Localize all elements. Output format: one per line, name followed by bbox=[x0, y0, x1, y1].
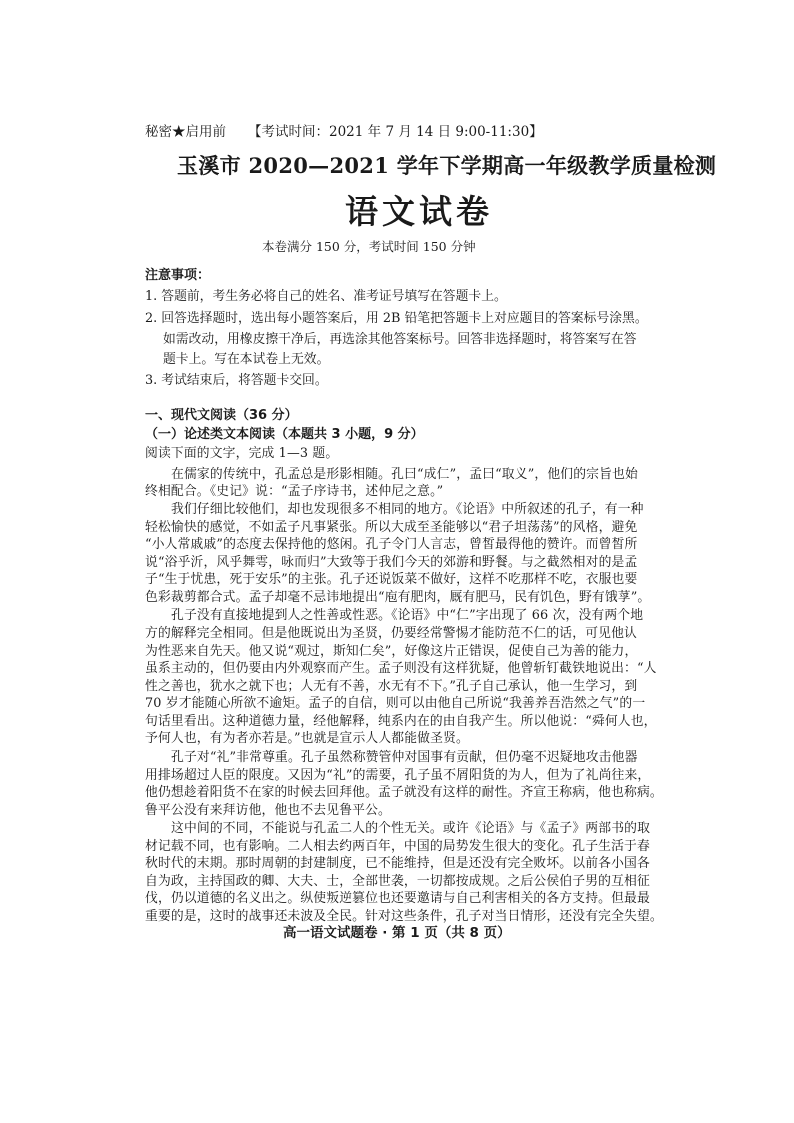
passage-line: “小人常戚戚”的态度去保持他的悠闲。孔子令门人言志，曾皙最得他的赞许。而曾皙所 bbox=[145, 537, 638, 552]
notice-line: 题卡上。写在本试卷上无效。 bbox=[163, 352, 330, 367]
passage-line: 重要的是，这时的战事还未波及全民。针对这些条件，孔子对当日情形，还没有完全失望。 bbox=[145, 909, 663, 924]
passage-line: 终相配合。《史记》说：“孟子序诗书，述仲尼之意。” bbox=[145, 484, 444, 499]
instruction: 阅读下面的文字，完成 1—3 题。 bbox=[145, 446, 339, 461]
passage-line: 孔子没有直接地提到人之性善或性恶。《论语》中“仁”字出现了 66 次，没有两个地 bbox=[171, 608, 644, 623]
passage-line: 子“生于忧患，死于安乐”的主张。孔子还说饭菜不做好，这样不吃那样不吃，衣服也要 bbox=[145, 572, 638, 587]
passage-line: 方的解释完全相同。但是他既说出为圣贤，仍要经常警惕才能防范不仁的话，可见他认 bbox=[145, 626, 637, 641]
passage-line: 伐，仍以道德的名义出之。纵使叛逆篡位也还要邀请与自己利害相关的各方支持。但最最 bbox=[145, 891, 650, 906]
passage-line: 70 岁才能随心所欲不逾矩。孟子的自信，则可以由他自己所说“我善养吾浩然之气”的一 bbox=[145, 696, 646, 711]
passage-line: 轻松愉快的感觉，不如孟子凡事紧张。所以大成至圣能够以“君子坦荡荡”的风格，避免 bbox=[145, 520, 638, 535]
passage-line: 性之善也，犹水之就下也；人无有不善，水无有不下。”孔子自己承认，他一生学习，到 bbox=[145, 679, 638, 694]
passage-line: 用排场超过人臣的限度。又因为“礼”的需要，孔子虽不屑阳货的为人，但为了礼尚往来， bbox=[145, 768, 651, 783]
passage-line: 说“浴乎沂，风乎舞雩，咏而归”大致等于我们今天的郊游和野餐。与之截然相对的是孟 bbox=[145, 555, 638, 570]
passage-line: 予何人也，有为者亦若是。”也就是宣示人人都能做圣贤。 bbox=[145, 731, 469, 746]
exam-title: 玉溪市 2020—2021 学年下学期高一年级教学质量检测 bbox=[177, 153, 717, 178]
section-heading: 一、现代文阅读（36 分） bbox=[145, 408, 298, 423]
passage-line: 他仍想趁着阳货不在家的时候去回拜他。孟子就没有这样的耐性。齐宣王称病，他也称病。 bbox=[145, 785, 663, 800]
passage-line: 孔子对“礼”非常尊重。孔子虽然称赞管仲对国事有贡献，但仍毫不迟疑地攻击他器 bbox=[171, 750, 638, 765]
notice-line: 3. 考试结束后，将答题卡交回。 bbox=[145, 373, 328, 388]
confidential-line bbox=[145, 120, 543, 140]
page-footer: 高一语文试题卷 · 第 1 页（共 8 页） bbox=[283, 925, 511, 941]
exam-time: 【考试时间：2021 年 7 月 14 日 9:00-11:30】 bbox=[248, 124, 543, 140]
passage-line: 鲁平公没有来拜访他，他也不去见鲁平公。 bbox=[145, 803, 391, 818]
passage-line: 虽系主动的，但仍要由内外观察而产生。孟子则没有这样犹疑，他曾斩钉截铁地说出：“人 bbox=[145, 661, 657, 676]
notice-line: 1. 答题前，考生务必将自己的姓名、准考证号填写在答题卡上。 bbox=[145, 289, 507, 304]
notice-line: 如需改动，用橡皮擦干净后，再选涂其他答案标号。回答非选择题时，将答案写在答 bbox=[163, 332, 637, 347]
passage-line: 色彩裁剪都合式。孟子却毫不忌讳地提出“庖有肥肉，厩有肥马，民有饥色，野有饿莩”。 bbox=[145, 590, 651, 605]
confidential-label: 秘密★启用前 bbox=[145, 124, 226, 140]
passage-line: 自为政，主持国政的卿、大夫、士，全部世袭，一切都按成规。之后公侯伯子男的互相征 bbox=[145, 874, 650, 889]
passage-line: 我们仔细比较他们，却也发现很多不相同的地方。《论语》中所叙述的孔子，有一种 bbox=[171, 502, 644, 517]
passage-line: 在儒家的传统中，孔孟总是形影相随。孔曰“成仁”，孟曰“取义”，他们的宗旨也始 bbox=[171, 467, 638, 482]
subsection-heading: （一）论述类文本阅读（本题共 3 小题，9 分） bbox=[145, 427, 424, 442]
passage-line: 句话里看出。这种道德力量，经他解释，纯系内在的由自我产生。所以他说：“舜何人也， bbox=[145, 714, 657, 729]
passage-line: 秋时代的末期。那时周朝的封建制度，已不能维持，但是还没有完全败坏。以前各小国各 bbox=[145, 856, 650, 871]
subject-title: 语文试卷 bbox=[345, 192, 493, 231]
passage-line: 这中间的不同，不能说与孔孟二人的个性无关。或许《论语》与《孟子》两部书的取 bbox=[171, 821, 651, 836]
passage-line: 材记载不同，也有影响。二人相去约两百年，中国的局势发生很大的变化。孔子生活于春 bbox=[145, 839, 650, 854]
score-info: 本卷满分 150 分，考试时间 150 分钟 bbox=[262, 239, 476, 254]
notice-line: 2. 回答选择题时，选出每小题答案后，用 2B 铅笔把答题卡上对应题目的答案标号涂黑。 bbox=[145, 311, 648, 326]
notice-title: 注意事项： bbox=[145, 268, 211, 283]
passage-line: 为性恶来自先天。他又说“观过，斯知仁矣”，好像这片正错误，促使自己为善的能力， bbox=[145, 644, 638, 659]
